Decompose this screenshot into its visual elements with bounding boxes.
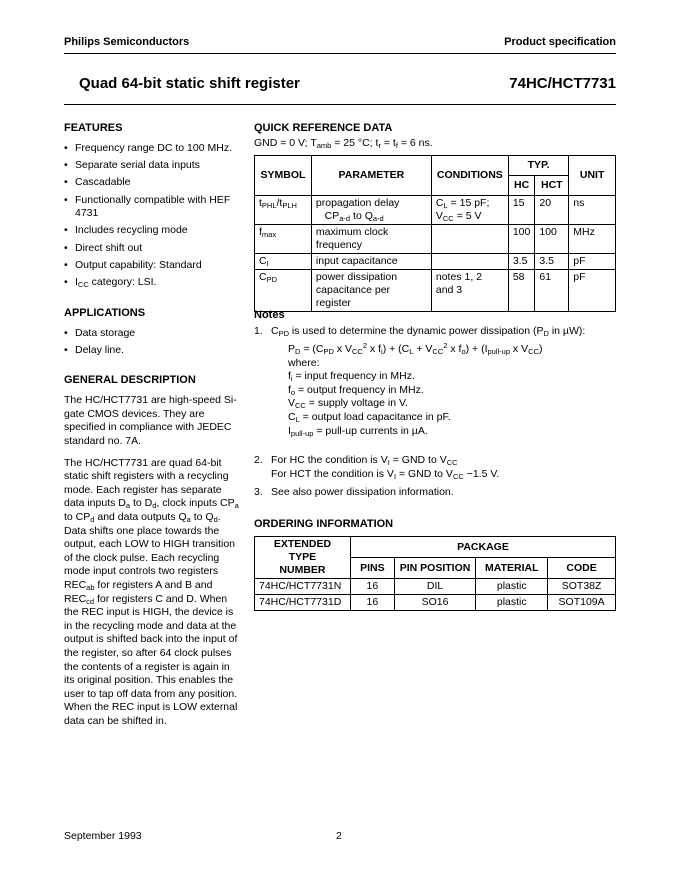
code-cell: SOT109A xyxy=(548,595,616,611)
col-header-type: EXTENDED TYPE NUMBER xyxy=(255,537,351,579)
conditions-cell: $C_L = 15$ pF; $V_{CC} = 5$ V xyxy=(431,196,508,225)
list-item: • Frequency range DC to 100 MHz. xyxy=(64,142,240,156)
header-doc-type: Product specification xyxy=(504,36,616,48)
col-header-hc: HC xyxy=(508,176,535,196)
table-row xyxy=(255,196,616,225)
hct-cell: 61 xyxy=(535,270,569,312)
conditions-cell: notes 1, 2 and 3 xyxy=(431,270,508,312)
col-header-symbol: SYMBOL xyxy=(255,156,312,196)
col-header-conditions: CONDITIONS xyxy=(431,156,508,196)
table-row xyxy=(255,595,616,611)
pin-position-cell: SO16 xyxy=(394,595,476,611)
hc-cell: 100 xyxy=(508,225,535,254)
header-company: Philips Semiconductors xyxy=(64,36,190,48)
applications-list xyxy=(64,327,240,358)
notes-heading: Notes xyxy=(254,309,285,321)
page-title: Quad 64-bit static shift register xyxy=(79,75,300,92)
list-item: • Functionally compatible with HEF 4731 xyxy=(64,194,240,221)
footer-date: September 1993 xyxy=(64,830,142,842)
type-cell: 74HC/HCT7731N xyxy=(255,579,351,595)
parameter-cell: power dissipation capacitance per register xyxy=(311,270,431,312)
list-item: • Data storage xyxy=(64,327,240,341)
col-header-material: MATERIAL xyxy=(476,558,548,579)
col-header-typ: TYP. xyxy=(508,156,568,176)
hc-cell: 3.5 xyxy=(508,254,535,270)
col-header-pins: PINS xyxy=(350,558,394,579)
hct-cell: 3.5 xyxy=(535,254,569,270)
col-header-pin-position: PIN POSITION xyxy=(394,558,476,579)
features-heading: FEATURES xyxy=(64,122,123,134)
unit-cell: MHz xyxy=(569,225,616,254)
ordering-table xyxy=(254,536,616,611)
applications-heading: APPLICATIONS xyxy=(64,306,146,319)
parameter-cell: maximum clock frequency xyxy=(311,225,431,254)
symbol-cell: $f_{max}$ xyxy=(255,225,312,254)
general-heading: GENERAL DESCRIPTION xyxy=(64,374,196,387)
general-paragraph-2: The HC/HCT7731 are quad 64-bit static shift registers with a recycling mode. Each register has separate data inputs $D_a$ to $D_d$, clock inputs $CP_a$ to $CP_d$ and data outputs $Q_a$ to $Q_d$. Data shifts one place towards the output, each LOW to HIGH transition of the clock pulse. Each recycling mode input controls two registers $REC_{ab}$ for registers A and B and $REC_{cd}$ for registers C and D. When the REC input is HIGH, the device is in the recycling mode and data at the output is shifted back into the input of the register, so after 64 clock pulses the contents of a register is again in its original position. This enables the user to tap off data from any position. When the REC input is LOW external data can be shifted in. xyxy=(64,456,239,727)
col-header-hct: HCT xyxy=(535,176,569,196)
qrd-heading: QUICK REFERENCE DATA xyxy=(254,122,393,134)
code-cell: SOT38Z xyxy=(548,579,616,595)
features-list xyxy=(64,142,240,290)
symbol-cell: $C_I$ xyxy=(255,254,312,270)
part-number: 74HC/HCT7731 xyxy=(509,75,616,92)
col-header-package: PACKAGE xyxy=(350,537,615,558)
list-item: • Includes recycling mode xyxy=(64,224,240,238)
note-2: 2. For HC the condition is $V_I$ = GND to $V_{CC}$ For HCT the condition is $V_I$ = GND to $V_{CC} -1.5$ V. xyxy=(254,454,500,481)
table-row xyxy=(255,225,616,254)
note-1-formula: $P_D = (C_{PD}$ x $V_{CC}^2$ x $f_i) + (C_L + V_{CC}^2$ x $f_o) + (I_{pull-up}$ x $V_{CC}$) where: $f_i$ = input frequency in MHz. $f_o$ = output frequency in MHz. $V_{CC}$ = supply voltage in V. $C_L$ = output load capacitance in pF. $I_{pull-up}$ = pull-up currents in µA. xyxy=(288,341,543,438)
header-rule xyxy=(64,53,616,54)
conditions-cell xyxy=(431,254,508,270)
pins-cell: 16 xyxy=(350,595,394,611)
list-item: • Output capability: Standard xyxy=(64,259,240,273)
general-paragraph-1: The HC/HCT7731 are high-speed Si-gate CMOS devices. They are specified in compliance with JEDEC standard no. 7A. xyxy=(64,394,237,448)
unit-cell: pF xyxy=(569,254,616,270)
table-row xyxy=(255,270,616,312)
conditions-cell xyxy=(431,225,508,254)
pins-cell: 16 xyxy=(350,579,394,595)
list-item: • $I_{CC}$ category: LSI. xyxy=(64,276,240,290)
material-cell: plastic xyxy=(476,595,548,611)
title-rule xyxy=(64,104,616,105)
symbol-cell: $t_{PHL}/t_{PLH}$ xyxy=(255,196,312,225)
col-header-code: CODE xyxy=(548,558,616,579)
list-item: • Delay line. xyxy=(64,344,240,358)
quick-reference-table xyxy=(254,155,616,312)
left-column xyxy=(64,122,240,737)
ordering-heading: ORDERING INFORMATION xyxy=(254,518,394,530)
parameter-cell: input capacitance xyxy=(311,254,431,270)
page-number: 2 xyxy=(336,830,342,842)
col-header-parameter: PARAMETER xyxy=(311,156,431,196)
list-item: • Cascadable xyxy=(64,176,240,190)
hct-cell: 100 xyxy=(535,225,569,254)
table-row xyxy=(255,254,616,270)
unit-cell: pF xyxy=(569,270,616,312)
note-3: 3. See also power dissipation information. xyxy=(254,486,454,498)
note-1: 1. $C_{PD}$ is used to determine the dynamic power dissipation ($P_D$ in µW): xyxy=(254,325,586,338)
pin-position-cell: DIL xyxy=(394,579,476,595)
material-cell: plastic xyxy=(476,579,548,595)
hc-cell: 58 xyxy=(508,270,535,312)
symbol-cell: $C_{PD}$ xyxy=(255,270,312,312)
qrd-conditions: GND = 0 V; $T_{amb} = 25$ °C; $t_r = t_f = 6$ ns. xyxy=(254,137,433,150)
unit-cell: ns xyxy=(569,196,616,225)
type-cell: 74HC/HCT7731D xyxy=(255,595,351,611)
list-item: • Direct shift out xyxy=(64,242,240,256)
table-row xyxy=(255,579,616,595)
parameter-cell: propagation delay $CP_{a-d}$ to $Q_{a-d}$ xyxy=(311,196,431,225)
col-header-unit: UNIT xyxy=(569,156,616,196)
hct-cell: 20 xyxy=(535,196,569,225)
list-item: • Separate serial data inputs xyxy=(64,159,240,173)
hc-cell: 15 xyxy=(508,196,535,225)
